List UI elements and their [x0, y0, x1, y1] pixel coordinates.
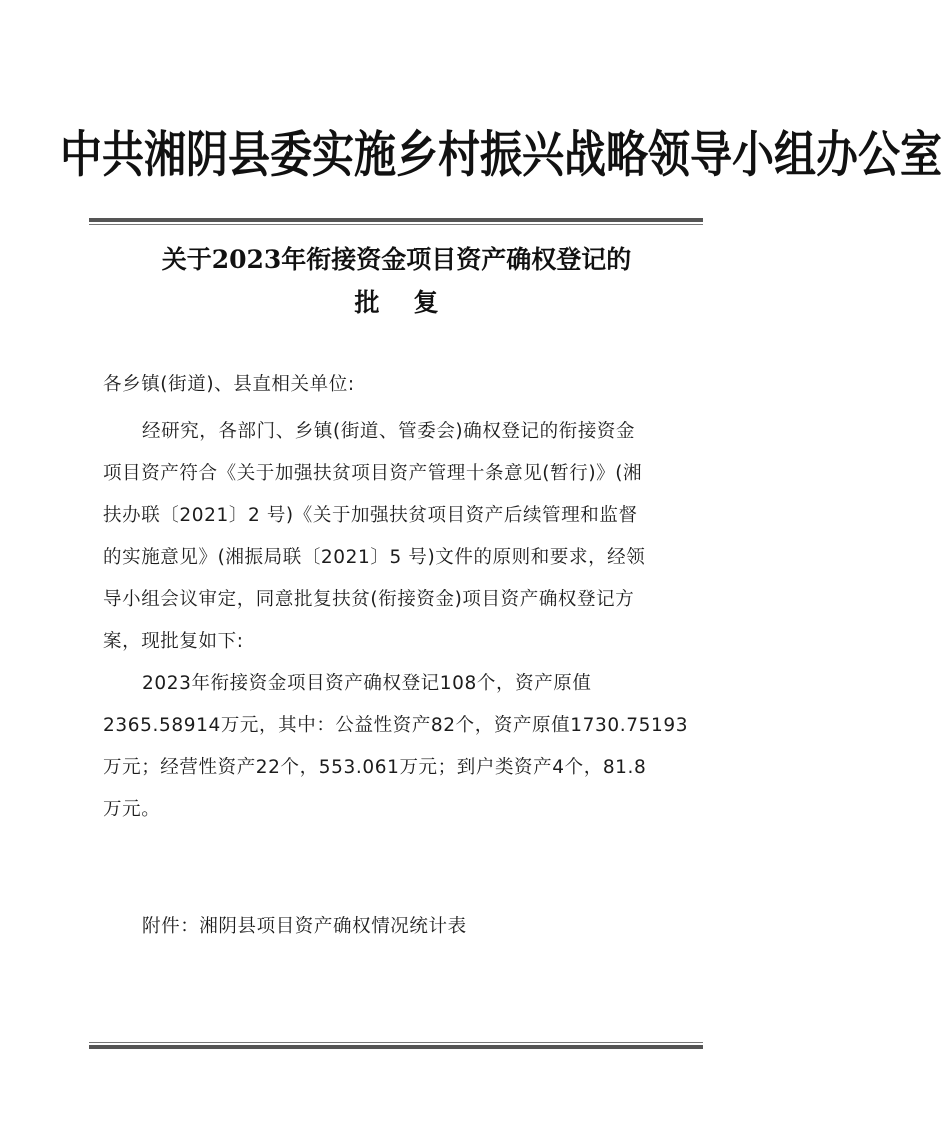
header-rule-thin — [89, 224, 703, 225]
paragraph-1-line-4: 的实施意见》(湘振局联〔2021〕5 号)文件的原则和要求，经领 — [103, 547, 646, 568]
paragraph-2-line-1: 2023年衔接资金项目资产确权登记108个，资产原值 — [142, 673, 592, 694]
paragraph-1-line-3: 扶办联〔2021〕2 号)《关于加强扶贫项目资产后续管理和监督 — [103, 505, 638, 526]
footer-rule-thick — [89, 1045, 703, 1049]
paragraph-2-line-4: 万元。 — [103, 799, 161, 820]
paragraph-1-line-6: 案，现批复如下: — [103, 631, 244, 652]
paragraph-1-line-2: 项目资产符合《关于加强扶贫项目资产管理十条意见(暂行)》(湘 — [103, 463, 643, 484]
salutation: 各乡镇(街道)、县直相关单位: — [103, 374, 355, 395]
footer-separator-rule — [89, 1042, 703, 1049]
paragraph-1-line-1: 经研究，各部门、乡镇(街道、管委会)确权登记的衔接资金 — [142, 421, 636, 442]
paragraph-2-line-3: 万元；经营性资产22个，553.061万元；到户类资产4个，81.8 — [103, 757, 647, 778]
attachment-note: 附件：湘阴县项目资产确权情况统计表 — [142, 916, 467, 937]
document-title-line-1: 关于2023年衔接资金项目资产确权登记的 — [161, 245, 632, 274]
paragraph-2-line-2: 2365.58914万元，其中：公益性资产82个，资产原值1730.75193 — [103, 715, 689, 736]
document-title-line-2: 批复 — [354, 288, 473, 317]
organization-header: 中共湘阴县委实施乡村振兴战略领导小组办公室 — [60, 125, 942, 184]
header-separator-rule — [89, 218, 703, 225]
paragraph-1-line-5: 导小组会议审定，同意批复扶贫(衔接资金)项目资产确权登记方 — [103, 589, 635, 610]
header-rule-thick — [89, 218, 703, 222]
footer-rule-thin — [89, 1042, 703, 1043]
